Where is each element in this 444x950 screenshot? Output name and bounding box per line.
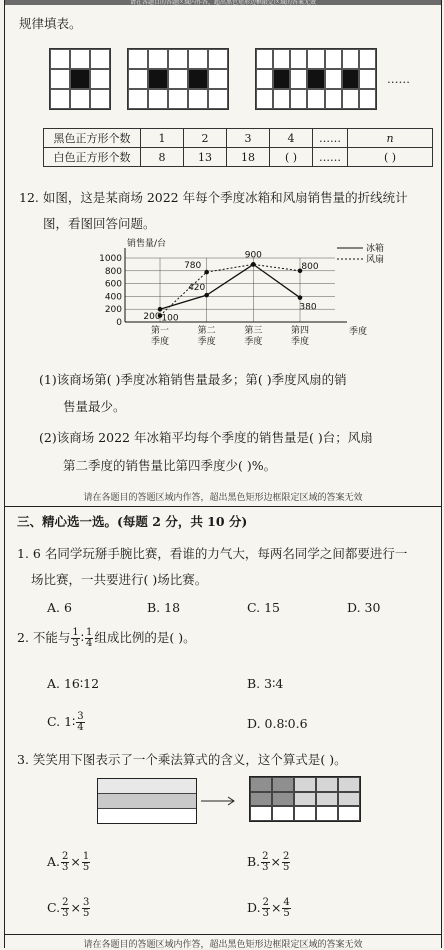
option-c-prefix: C. 1∶ — [47, 714, 76, 729]
s3-q1-line2: 场比赛，一共要进行( )场比赛。 — [31, 572, 208, 587]
s3-q3-option-c[interactable]: C. $\frac{2}{3}$ × $\frac{3}{5}$ — [47, 897, 90, 919]
table-cell: n — [348, 129, 433, 148]
row-label: 白色正方形个数 — [44, 148, 141, 167]
s3-q3-option-d[interactable]: D. $\frac{2}{3}$ × $\frac{4}{5}$ — [247, 897, 290, 919]
data-point — [251, 262, 256, 267]
x-axis-label: 季度 — [349, 327, 368, 337]
pattern-grid-3 — [255, 48, 377, 110]
x-tick-label: 季度 — [150, 337, 170, 347]
table-cell: 3 — [227, 129, 270, 148]
exam-page — [4, 0, 442, 948]
q12-sub2-b: 第二季度的销售量比第四季度少( )%。 — [63, 458, 277, 473]
answer-area-note: 请在各题目的答题区域内作答，超出黑色矩形边框限定区域的答案无效 — [83, 940, 363, 950]
section-divider — [5, 506, 441, 507]
data-label: 800 — [301, 261, 319, 272]
line-chart — [85, 238, 385, 360]
table-cell: …… — [313, 148, 348, 167]
fraction: $\frac{2}{3}$ — [62, 851, 69, 873]
s3-q1-option-a[interactable]: A. 6 — [47, 600, 72, 615]
table-cell: 1 — [141, 129, 184, 148]
q12-line2: 图，看图回答问题。 — [43, 216, 156, 231]
fraction: $\frac{1}{5}$ — [82, 851, 90, 873]
s3-q3-option-a[interactable]: A. $\frac{2}{3}$ × $\frac{1}{5}$ — [47, 851, 90, 873]
data-point — [298, 295, 303, 300]
s3-q3-option-b[interactable]: B. $\frac{2}{3}$ × $\frac{2}{5}$ — [247, 851, 290, 873]
s3-q2-prefix: 2. 不能与 — [17, 630, 71, 645]
fraction: $\frac{2}{5}$ — [283, 851, 290, 873]
s3-q2-suffix: 组成比例的是( )。 — [94, 630, 196, 645]
table-cell: 13 — [184, 148, 227, 167]
q11-instruction: 规律填表。 — [19, 16, 82, 31]
s3-q2-option-d[interactable]: D. 0.8∶0.6 — [247, 716, 308, 731]
arrow-icon — [201, 796, 237, 806]
q12-sub1-b: 售量最少。 — [63, 399, 126, 414]
x-tick-label: 第四 — [290, 326, 310, 336]
q12-sub2-a: (2)该商场 2022 年冰箱平均每个季度的销售量是( )台；风扇 — [39, 430, 373, 445]
fraction: $\frac{4}{5}$ — [283, 897, 290, 919]
q12-sub1-a: (1)该商场第( )季度冰箱销售量最多；第( )季度风扇的销 — [39, 372, 347, 387]
answer-area-note: 请在各题目的答题区域内作答，超出黑色矩形边框限定区域的答案无效 — [83, 493, 363, 503]
y-tick-label: 1000 — [99, 254, 122, 264]
legend-entry: 风扇 — [366, 255, 385, 265]
table-cell: 2 — [184, 129, 227, 148]
row-label: 黑色正方形个数 — [44, 129, 141, 148]
table-cell: 18 — [227, 148, 270, 167]
s3-q1-option-b[interactable]: B. 18 — [147, 600, 181, 615]
table-row — [44, 129, 433, 148]
table-cell: 4 — [270, 129, 313, 148]
y-tick-label: 800 — [104, 266, 122, 277]
ratio-colon: ∶ — [80, 630, 85, 645]
data-label: 900 — [244, 250, 262, 261]
y-tick-label: 400 — [104, 292, 122, 303]
section-divider — [5, 934, 441, 935]
x-tick-label: 第一 — [150, 326, 170, 336]
s3-q1-option-c[interactable]: C. 15 — [247, 600, 280, 615]
x-tick-label: 季度 — [290, 337, 310, 347]
table-row — [44, 148, 433, 167]
y-tick-label: 200 — [104, 305, 122, 316]
legend-entry: 冰箱 — [366, 244, 385, 254]
series-line-风扇 — [160, 264, 300, 315]
data-point — [204, 293, 209, 298]
series-line-冰箱 — [160, 264, 300, 309]
y-axis-label: 销售量/台 — [127, 239, 167, 249]
table-cell: 8 — [141, 148, 184, 167]
s3-q2-stem — [17, 628, 196, 649]
fraction: $\frac{3}{4}$ — [77, 711, 84, 733]
s3-q1-option-d[interactable]: D. 30 — [347, 600, 381, 615]
pattern-grid-1 — [49, 48, 111, 110]
data-label: 200 — [143, 312, 161, 323]
answer-blank[interactable]: ( ) — [348, 148, 433, 167]
y-tick-label: 0 — [116, 318, 122, 328]
data-label: 380 — [299, 302, 317, 313]
data-point — [204, 270, 209, 275]
fraction: $\frac{1}{3}$ — [72, 627, 79, 649]
section3-heading: 三、精心选一选。(每题 2 分，共 10 分) — [17, 514, 248, 529]
s3-q3-stem: 3. 笑笑用下图表示了一个乘法算式的含义，这个算式是( )。 — [17, 752, 347, 767]
fraction: $\frac{1}{4}$ — [86, 627, 93, 649]
fraction: $\frac{2}{3}$ — [262, 851, 269, 873]
rectangle-thirds — [97, 778, 197, 824]
data-label: 780 — [184, 261, 202, 272]
x-tick-label: 第三 — [244, 326, 263, 336]
x-tick-label: 第二 — [197, 326, 216, 336]
pattern-ellipsis: …… — [387, 72, 410, 86]
pattern-grid-2 — [127, 48, 229, 110]
s3-q1-line1: 1. 6 名同学玩掰手腕比赛，看谁的力气大，每两名同学之间都要进行一 — [17, 546, 408, 561]
s3-q2-option-a[interactable]: A. 16∶12 — [47, 676, 100, 691]
s3-q2-option-b[interactable]: B. 3∶4 — [247, 676, 284, 691]
answer-blank[interactable]: ( ) — [270, 148, 313, 167]
pattern-table — [43, 128, 433, 167]
fraction: $\frac{3}{5}$ — [82, 897, 90, 919]
s3-q2-option-c[interactable] — [47, 712, 86, 733]
fraction: $\frac{2}{3}$ — [62, 897, 69, 919]
data-label: 100 — [161, 313, 179, 324]
data-label: 420 — [188, 283, 206, 294]
q12-line1: 12. 如图，这是某商场 2022 年每个季度冰箱和风扇销售量的折线统计 — [19, 190, 408, 205]
rectangle-shaded-grid — [249, 776, 361, 822]
x-tick-label: 季度 — [197, 337, 216, 347]
y-tick-label: 600 — [104, 279, 122, 290]
top-strip-note: 请在各题目的答题区域内作答，超出黑色矩形边框限定区域的答案无效 — [5, 0, 441, 5]
fraction: $\frac{2}{3}$ — [262, 897, 269, 919]
data-point — [158, 307, 163, 312]
table-cell: …… — [313, 129, 348, 148]
x-tick-label: 季度 — [244, 337, 263, 347]
